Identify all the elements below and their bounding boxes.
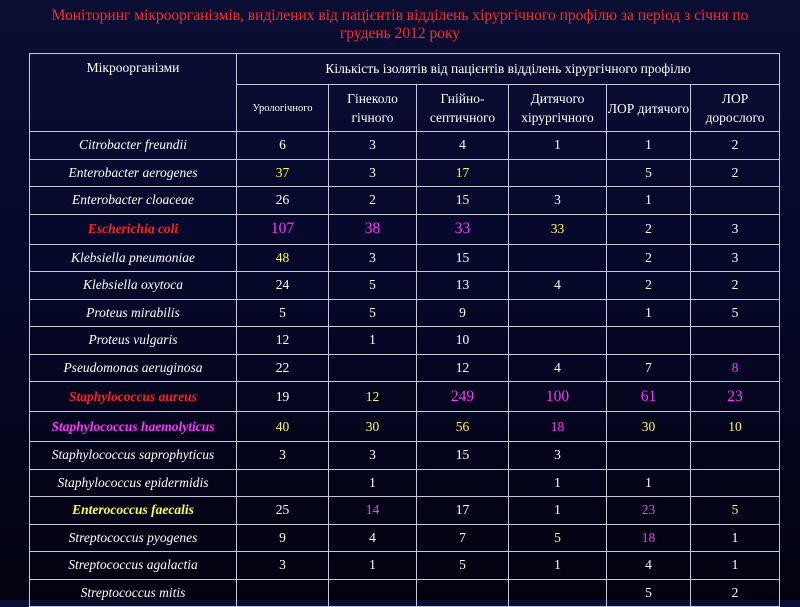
dept-header-urology: Урологічного xyxy=(237,85,329,132)
table-row xyxy=(30,524,780,552)
table-row xyxy=(30,159,780,187)
organism-name: Streptococcus mitis xyxy=(30,579,237,607)
isolate-count xyxy=(607,442,691,470)
isolate-count: 100 xyxy=(509,382,607,412)
isolate-count: 1 xyxy=(329,327,417,355)
table-row xyxy=(30,214,780,244)
isolates-group-header: Кількість ізолятів від пацієнтів відділень хірургічного профілю xyxy=(237,54,780,85)
isolate-count: 2 xyxy=(607,272,691,300)
isolate-count: 12 xyxy=(417,354,509,382)
microorganisms-header: Мікроорганізми xyxy=(30,54,237,132)
table-row xyxy=(30,579,780,607)
isolate-count: 1 xyxy=(607,469,691,497)
isolate-count: 5 xyxy=(607,159,691,187)
isolate-count xyxy=(691,187,780,215)
organism-name: Enterococcus faecalis xyxy=(30,497,237,525)
table-row xyxy=(30,442,780,470)
isolate-count: 30 xyxy=(607,412,691,442)
isolate-count xyxy=(509,159,607,187)
isolate-count: 12 xyxy=(329,382,417,412)
isolate-count: 18 xyxy=(509,412,607,442)
isolate-count: 3 xyxy=(329,132,417,160)
organism-name: Proteus vulgaris xyxy=(30,327,237,355)
isolate-count xyxy=(417,469,509,497)
isolate-count: 30 xyxy=(329,412,417,442)
isolate-count: 2 xyxy=(691,579,780,607)
isolate-count: 15 xyxy=(417,442,509,470)
isolate-count: 107 xyxy=(237,214,329,244)
isolate-count: 9 xyxy=(417,299,509,327)
isolate-count: 1 xyxy=(509,132,607,160)
table-row xyxy=(30,412,780,442)
isolate-count: 4 xyxy=(509,354,607,382)
isolate-count: 3 xyxy=(509,442,607,470)
isolate-count: 1 xyxy=(509,552,607,580)
isolate-count: 5 xyxy=(329,272,417,300)
isolate-count: 22 xyxy=(237,354,329,382)
isolate-count: 14 xyxy=(329,497,417,525)
isolate-count: 33 xyxy=(509,214,607,244)
isolate-count: 3 xyxy=(329,244,417,272)
isolate-count: 1 xyxy=(691,524,780,552)
isolate-count xyxy=(509,327,607,355)
isolate-count: 1 xyxy=(607,299,691,327)
organism-name: Proteus mirabilis xyxy=(30,299,237,327)
table-row xyxy=(30,497,780,525)
isolate-count: 5 xyxy=(329,299,417,327)
isolate-count: 9 xyxy=(237,524,329,552)
isolate-count: 3 xyxy=(691,214,780,244)
isolate-count: 3 xyxy=(329,159,417,187)
isolate-count: 17 xyxy=(417,159,509,187)
isolate-count: 15 xyxy=(417,187,509,215)
isolate-count: 3 xyxy=(509,187,607,215)
isolate-count: 5 xyxy=(509,524,607,552)
organism-name: Pseudomonas aeruginosa xyxy=(30,354,237,382)
table-row xyxy=(30,552,780,580)
isolate-count: 37 xyxy=(237,159,329,187)
isolate-count xyxy=(329,354,417,382)
isolate-count: 7 xyxy=(607,354,691,382)
table-row xyxy=(30,244,780,272)
isolate-count xyxy=(691,469,780,497)
dept-header-purulent-septic: Гнійно-септичного xyxy=(417,85,509,132)
isolate-count: 13 xyxy=(417,272,509,300)
isolate-count: 3 xyxy=(329,442,417,470)
isolate-count: 1 xyxy=(691,552,780,580)
isolate-count: 17 xyxy=(417,497,509,525)
isolate-count: 25 xyxy=(237,497,329,525)
isolate-count: 8 xyxy=(691,354,780,382)
table-row xyxy=(30,272,780,300)
organism-name: Enterobacter cloaceae xyxy=(30,187,237,215)
isolate-count: 5 xyxy=(691,497,780,525)
isolate-count: 19 xyxy=(237,382,329,412)
isolate-count: 56 xyxy=(417,412,509,442)
organism-name: Escherichia coli xyxy=(30,214,237,244)
isolate-count: 10 xyxy=(417,327,509,355)
isolate-count: 2 xyxy=(691,272,780,300)
isolate-count: 38 xyxy=(329,214,417,244)
organism-name: Staphylococcus epidermidis xyxy=(30,469,237,497)
isolate-count: 2 xyxy=(607,244,691,272)
isolate-count: 12 xyxy=(237,327,329,355)
dept-header-ent-pediatric: ЛОР дитячого xyxy=(607,85,691,132)
isolate-count xyxy=(509,299,607,327)
isolate-count: 2 xyxy=(691,159,780,187)
isolate-count: 15 xyxy=(417,244,509,272)
isolate-count xyxy=(237,579,329,607)
dept-header-gynecology: Гінеколо гічного xyxy=(329,85,417,132)
isolate-count: 26 xyxy=(237,187,329,215)
isolate-count: 18 xyxy=(607,524,691,552)
dept-header-pediatric-surgery: Дитячого хірургічного xyxy=(509,85,607,132)
isolate-count: 7 xyxy=(417,524,509,552)
isolate-count: 23 xyxy=(607,497,691,525)
isolate-count: 23 xyxy=(691,382,780,412)
page-title: Моніторинг мікроорганізмів, виділених від пацієнтів відділень хірургічного профілю за період з січня по грудень 2012 року xyxy=(51,7,749,42)
table-row xyxy=(30,187,780,215)
organism-name: Enterobacter aerogenes xyxy=(30,159,237,187)
isolate-count: 1 xyxy=(607,187,691,215)
isolate-count: 5 xyxy=(417,552,509,580)
isolate-count: 10 xyxy=(691,412,780,442)
dept-header-ent-adult: ЛОР дорослого xyxy=(691,85,780,132)
isolate-count: 1 xyxy=(509,469,607,497)
isolate-count: 5 xyxy=(237,299,329,327)
organism-name: Citrobacter freundii xyxy=(30,132,237,160)
isolate-count: 61 xyxy=(607,382,691,412)
organism-name: Staphylococcus saprophyticus xyxy=(30,442,237,470)
isolate-count: 4 xyxy=(417,132,509,160)
table-row xyxy=(30,382,780,412)
isolate-count: 33 xyxy=(417,214,509,244)
isolate-count: 2 xyxy=(607,214,691,244)
isolate-count: 4 xyxy=(607,552,691,580)
isolate-count: 1 xyxy=(329,552,417,580)
isolate-count xyxy=(691,327,780,355)
organism-name: Streptococcus pyogenes xyxy=(30,524,237,552)
isolate-count: 2 xyxy=(691,132,780,160)
organism-name: Klebsiella pneumoniae xyxy=(30,244,237,272)
isolate-count: 4 xyxy=(509,272,607,300)
isolate-count: 48 xyxy=(237,244,329,272)
organism-name: Staphylococcus haemolyticus xyxy=(30,412,237,442)
isolates-table xyxy=(29,53,780,607)
table-row xyxy=(30,327,780,355)
organism-name: Staphylococcus aureus xyxy=(30,382,237,412)
isolate-count: 1 xyxy=(329,469,417,497)
isolate-count xyxy=(509,244,607,272)
table-row xyxy=(30,132,780,160)
isolate-count: 3 xyxy=(237,442,329,470)
isolate-count: 1 xyxy=(607,132,691,160)
isolate-count: 24 xyxy=(237,272,329,300)
isolate-count: 6 xyxy=(237,132,329,160)
isolate-count: 249 xyxy=(417,382,509,412)
isolate-count xyxy=(691,442,780,470)
table-row xyxy=(30,299,780,327)
isolate-count: 1 xyxy=(509,497,607,525)
organism-name: Klebsiella oxytoca xyxy=(30,272,237,300)
isolate-count: 5 xyxy=(691,299,780,327)
isolate-count: 4 xyxy=(329,524,417,552)
isolate-count: 2 xyxy=(329,187,417,215)
isolate-count xyxy=(417,579,509,607)
table-row xyxy=(30,469,780,497)
isolate-count: 5 xyxy=(607,579,691,607)
organism-name: Streptococcus agalactia xyxy=(30,552,237,580)
isolate-count xyxy=(237,469,329,497)
isolate-count xyxy=(509,579,607,607)
isolate-count: 40 xyxy=(237,412,329,442)
table-row xyxy=(30,354,780,382)
isolate-count xyxy=(329,579,417,607)
isolate-count: 3 xyxy=(237,552,329,580)
isolate-count xyxy=(607,327,691,355)
isolate-count: 3 xyxy=(691,244,780,272)
